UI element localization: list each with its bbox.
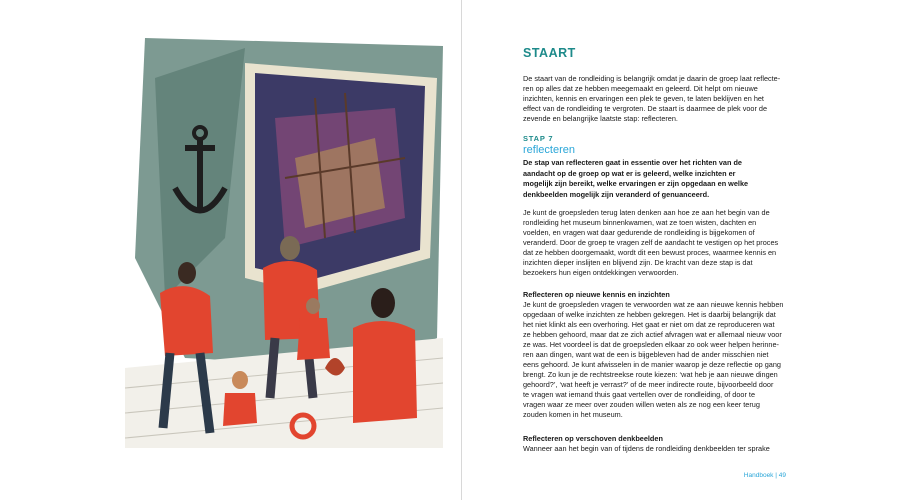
section-1	[523, 290, 783, 420]
paragraph-1	[523, 208, 778, 278]
text-line: eens gehoord. Je kunt afwisselen in de manier waarop je deze reflectie op gang	[523, 360, 781, 369]
text-line: denkbeelden mogelijk zijn veranderd of genuanceerd.	[523, 190, 710, 200]
text-line: het niet klinkt als een overhoring. Het gaat er niet om dat ze reproduceren wat	[523, 320, 775, 329]
text-line: ren aan dingen, want wat de een is bijgebleven had de ander misschien niet	[523, 350, 769, 359]
text-line: inzichten, kennis en ervaringen een plek te geven, te laten beklijven en het	[523, 94, 764, 103]
section-2-heading: Reflecteren op verschoven denkbeelden	[523, 434, 663, 443]
text-line: mogelijk zijn bereikt, welke ervaringen er zijn opgedaan en welke	[523, 179, 749, 189]
text-line: zouden komen in het museum.	[523, 410, 623, 419]
right-page	[462, 0, 924, 500]
text-line: inzichten dieper inslijten en blijvend zijn. De kracht van deze stap is dat	[523, 258, 753, 267]
text-line: zevende en belangrijke laatste stap: reflecteren.	[523, 114, 678, 123]
text-line: te vragen wat iemand thuis gaat vertellen over de rondleiding, of door te	[523, 390, 756, 399]
text-line: vragen waar ze meer over zouden willen weten als ze nog een keer terug	[523, 400, 760, 409]
text-line: dat ze hebben doorgemaakt, wordt dit een bewust proces, waarmee kennis en	[523, 248, 777, 257]
text-line: brengt. Zo kun je de rechtstreekse route kiezen: ‘wat heb je aan nieuwe dingen	[523, 370, 778, 379]
lead-paragraph	[523, 158, 748, 201]
text-line: veranderd. Door de groep te vragen zelf de aandacht te vestigen op het proces	[523, 238, 779, 247]
footer-separator: |	[775, 472, 777, 479]
step-label: STAP 7	[523, 134, 554, 143]
text-line: aandacht op de groep op wat er is geleerd, welke inzichten er	[523, 168, 736, 178]
text-line: bezoekers hun eigen ontdekkingen verwoorden.	[523, 268, 679, 277]
text-line: effect van de rondleiding te vergroten. De staart is daarmee de plek voor de	[523, 104, 768, 113]
page-footer	[744, 472, 786, 480]
text-line: ze hebben gehoord, maar dat ze zich actief afvragen wat er allemaal nieuw voor	[523, 330, 782, 339]
section-2	[523, 434, 770, 454]
text-line: voelden, en vragen wat daar gedurende de rondleiding is bijgekomen of	[523, 228, 755, 237]
text-line: opgedaan of welke inzichten ze hebben gekregen. Het is daarbij belangrijk dat	[523, 310, 776, 319]
text-line: Je kunt de groepsleden terug laten denken aan hoe ze aan het begin van de	[523, 208, 770, 217]
text-line: ren op alles dat ze hebben meegemaakt en geleerd. Dit helpt om nieuwe	[523, 84, 758, 93]
step-name: reflecteren	[523, 144, 575, 156]
text-line: gehoord?’, ‘wat heeft je verrast?’ of de meer indirecte route, bijvoorbeeld door	[523, 380, 774, 389]
text-line: De staart van de rondleiding is belangrijk omdat je daarin de groep laat reflecte-	[523, 74, 781, 83]
footer-label: Handboek	[743, 472, 774, 479]
text-line: Wanneer aan het begin van of tijdens de rondleiding denkbeelden ter sprake	[523, 444, 770, 453]
text-line: Je kunt de groepsleden vragen te verwoorden wat ze aan nieuwe kennis hebben	[523, 300, 784, 309]
text-line: ze was. Het voordeel is dat de groepsleden elkaar zo ook weer helpen herinne-	[523, 340, 779, 349]
section-1-heading: Reflecteren op nieuwe kennis en inzichten	[523, 290, 670, 299]
text-line: rondleiding het museum binnenkwamen, wat ze toen wisten, dachten en	[523, 218, 757, 227]
page-number: 49	[778, 472, 786, 479]
intro-paragraph	[523, 74, 780, 124]
museum-group-illustration	[125, 38, 443, 448]
section-title: STAART	[523, 46, 576, 60]
text-line: De stap van reflecteren gaat in essentie over het richten van de	[523, 158, 742, 167]
